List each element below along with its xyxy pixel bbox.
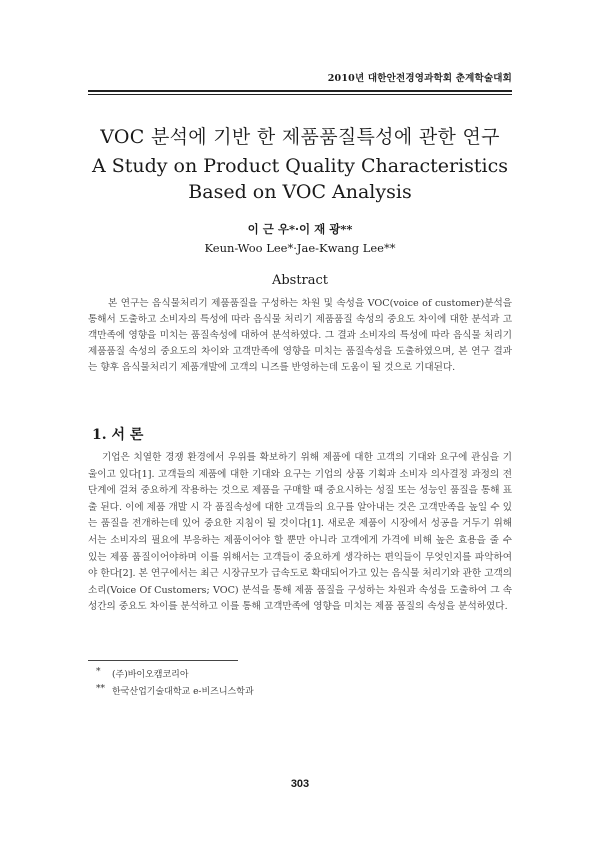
abstract-body: 본 연구는 음식물처리기 제품품질을 구성하는 차원 및 속성을 VOC(voice of customer)분석을 통해서 도출하고 소비자의 특성에 따라 음식물 처리기 제품품질 속성의 중요도 차이에 대한 분석과 고객만족에 영향을 미치는 품질속성에 대하여 분석하였다. 그 결과 소비자의 특성에 따라 음식물 처리기 제품품질 속성의 중요도의 차이와 고객만족에 영향을 미치는 품질속성을 도출하였으며, 본 연구 결과는 향후 음식물처리기 제품개발에 고객의 니즈를 반영하는데 도움이 될 것으로 기대된다.	[88, 298, 512, 373]
paper-title-english	[0, 153, 600, 205]
footnote-text: 한국산업기술대학교 e-비즈니스학과	[112, 687, 254, 697]
footnote-affiliation-1	[96, 667, 189, 680]
paper-title-english-line1: A Study on Product Quality Characteristics	[91, 155, 509, 177]
footnote-mark: *	[96, 667, 101, 677]
section-body-introduction: 기업은 치열한 경쟁 환경에서 우위를 확보하기 위해 제품에 대한 고객의 기대와 요구에 관심을 기울이고 있다[1]. 고객들의 제품에 대한 기대와 요구는 기업의 상품 기획과 소비자 의사결정 과정의 전 단계에 걸쳐 중요하게 작용하는 것으로 제품을 구매할 때 중요시하는 성질 또는 성능인 품질을 통해 표출 된다. 이에 제품 개발 시 각 품질속성에 대한 고객들의 요구를 알아내는 것은 고객만족을 높일 수 있는 품질을 전개하는데 있어 중요한 지침이 될 것이다[1]. 새로운 제품이 시장에서 성공을 거두기 위해서는 소비자의 필요에 부응하는 제품이어야 할 뿐만 아니라 고객에게 가격에 비해 높은 효용을 줄 수 있는 제품 품질이어야하며 이를 위해서는 고객들이 중요하게 생각하는 편익들이 무엇인지를 파악하여야 한다[2]. 본 연구에서는 최근 시장규모가 급속도로 확대되어가고 있는 음식물 처리기와 관한 고객의 소리(Voice Of Customers; VOC) 분석을 통해 제품 품질을 구성하는 차원과 속성을 도출하여 그 속성간의 중요도 차이를 분석하고 이를 통해 고객만족에 영향을 미치는 제품 품질의 속성을 분석하였다.	[88, 452, 512, 613]
running-header: 2010년 대한안전경영과학회 춘계학술대회	[327, 73, 512, 84]
header-rule-thin	[88, 94, 512, 95]
authors-korean: 이 근 우*·이 재 광**	[247, 222, 353, 236]
paper-title-korean: VOC 분석에 기반 한 제품품질특성에 관한 연구	[100, 126, 500, 148]
header-rule	[88, 90, 512, 92]
section-heading-introduction: 1. 서 론	[92, 427, 144, 443]
footnote-text: (주)바이오캠코리아	[112, 670, 189, 680]
paper-title-english-line2: Based on VOC Analysis	[188, 181, 412, 203]
authors-english: Keun-Woo Lee*·Jae-Kwang Lee**	[204, 241, 396, 255]
footnote-mark: **	[96, 684, 105, 694]
page-number: 303	[290, 778, 310, 790]
footnote-affiliation-2	[96, 684, 254, 697]
footnote-rule	[88, 660, 238, 661]
abstract-heading: Abstract	[271, 273, 329, 288]
